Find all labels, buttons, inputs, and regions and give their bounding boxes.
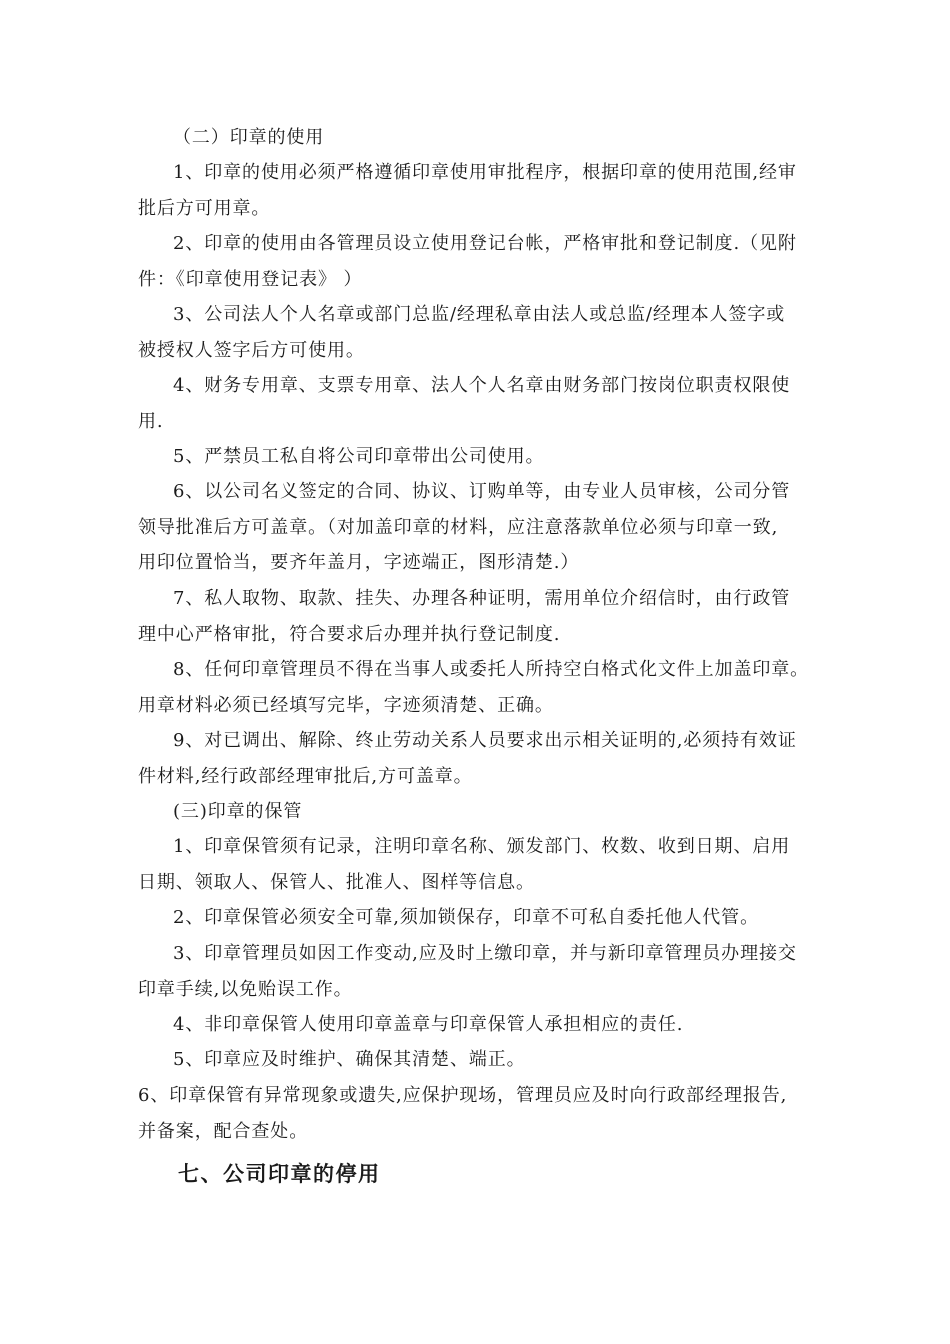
paragraph-line: 领导批准后方可盖章。（对加盖印章的材料，应注意落款单位必须与印章一致, bbox=[138, 517, 779, 538]
paragraph-line: 用章材料必须已经填写完毕，字迹须清楚、正确。 bbox=[138, 695, 554, 716]
paragraph-line: 1、印章的使用必须严格遵循印章使用审批程序，根据印章的使用范围,经审 bbox=[173, 162, 797, 183]
paragraph-line: 8、任何印章管理员不得在当事人或委托人所持空白格式化文件上加盖印章。 bbox=[173, 659, 810, 680]
paragraph-line: 3、公司法人个人名章或部门总监/经理私章由法人或总监/经理本人签字或 bbox=[173, 304, 786, 325]
paragraph-line: 6、以公司名义签定的合同、协议、订购单等，由专业人员审核，公司分管 bbox=[173, 481, 791, 502]
paragraph-line: 并备案，配合查处。 bbox=[138, 1121, 309, 1142]
paragraph-line: 3、印章管理员如因工作变动,应及时上缴印章，并与新印章管理员办理接交 bbox=[173, 943, 797, 964]
paragraph-line: 2、印章的使用由各管理员设立使用登记台帐，严格审批和登记制度.（见附 bbox=[173, 233, 797, 254]
paragraph-line: 4、财务专用章、支票专用章、法人个人名章由财务部门按岗位职责权限使 bbox=[173, 375, 791, 396]
paragraph-line: 9、对已调出、解除、终止劳动关系人员要求出示相关证明的,必须持有效证 bbox=[173, 730, 797, 751]
section-seven-heading: 七、公司印章的停用 bbox=[178, 1162, 381, 1186]
paragraph-line: 件：《印章使用登记表》 ） bbox=[138, 269, 363, 290]
paragraph-line: 5、印章应及时维护、确保其清楚、端正。 bbox=[173, 1049, 526, 1070]
paragraph-line: 件材料,经行政部经理审批后,方可盖章。 bbox=[138, 766, 473, 787]
paragraph-line: 日期、领取人、保管人、批准人、图样等信息。 bbox=[138, 872, 535, 893]
paragraph-line: 理中心严格审批，符合要求后办理并执行登记制度. bbox=[138, 624, 561, 645]
paragraph-line: 印章手续,以免贻误工作。 bbox=[138, 979, 353, 1000]
paragraph-line: 批后方可用章。 bbox=[138, 198, 271, 219]
paragraph-line: 被授权人签字后方可使用。 bbox=[138, 340, 365, 361]
paragraph-line: 6、印章保管有异常现象或遗失,应保护现场，管理员应及时向行政部经理报告, bbox=[138, 1085, 788, 1106]
paragraph-line: 5、严禁员工私自将公司印章带出公司使用。 bbox=[173, 446, 545, 467]
paragraph-line: 1、印章保管须有记录，注明印章名称、颁发部门、枚数、收到日期、启用 bbox=[173, 836, 791, 857]
paragraph-line: 2、印章保管必须安全可靠,须加锁保存，印章不可私自委托他人代管。 bbox=[173, 907, 759, 928]
paragraph-line: 7、私人取物、取款、挂失、办理各种证明，需用单位介绍信时，由行政管 bbox=[173, 588, 791, 609]
section-two-title: （二）印章的使用 bbox=[173, 127, 325, 148]
paragraph-line: 4、非印章保管人使用印章盖章与印章保管人承担相应的责任. bbox=[173, 1014, 684, 1035]
paragraph-line: 用印位置恰当，要齐年盖月，字迹端正，图形清楚.） bbox=[138, 552, 580, 573]
section-three-title: (三)印章的保管 bbox=[173, 801, 303, 822]
paragraph-line: 用. bbox=[138, 411, 164, 432]
